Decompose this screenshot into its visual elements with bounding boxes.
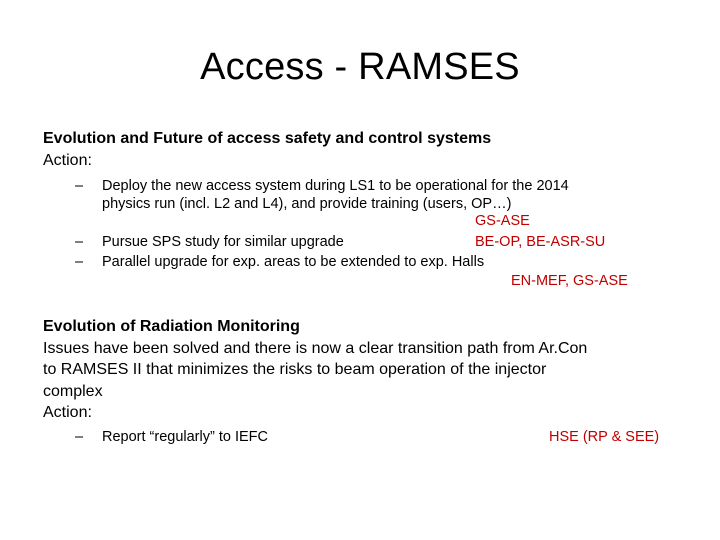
- bullet1-responsible: GS-ASE: [475, 213, 530, 229]
- bullet-dash: –: [75, 234, 84, 250]
- bullet3-responsible: EN-MEF, GS-ASE: [511, 273, 628, 289]
- section1-heading: Evolution and Future of access safety and control systems: [43, 130, 492, 147]
- section2-body-line: Issues have been solved and there is now a clear transition path from Ar.Con: [43, 340, 588, 357]
- report-bullet-responsible: HSE (RP & SEE): [549, 429, 660, 445]
- section2-body-line: to RAMSES II that minimizes the risks to beam operation of the injector: [43, 361, 547, 378]
- section2-action-label: Action:: [43, 404, 92, 421]
- bullet2-responsible: BE-OP, BE-ASR-SU: [475, 234, 606, 250]
- bullet3-line1: Parallel upgrade for exp. areas to be extended to exp. Halls: [102, 254, 485, 270]
- bullet-dash: –: [75, 429, 84, 445]
- bullet-dash: –: [75, 178, 84, 194]
- section2-heading: Evolution of Radiation Monitoring: [43, 318, 300, 335]
- bullet1-line2: physics run (incl. L2 and L4), and provide training (users, OP…): [102, 196, 512, 212]
- bullet2-line1: Pursue SPS study for similar upgrade: [102, 234, 344, 250]
- bullet1-line1: Deploy the new access system during LS1 to be operational for the 2014: [102, 178, 569, 194]
- section2-body-line: complex: [43, 383, 103, 400]
- report-bullet-line: Report “regularly” to IEFC: [102, 429, 268, 445]
- slide-title: Access - RAMSES: [200, 46, 520, 88]
- bullet-dash: –: [75, 254, 84, 270]
- section1-action-label: Action:: [43, 152, 92, 169]
